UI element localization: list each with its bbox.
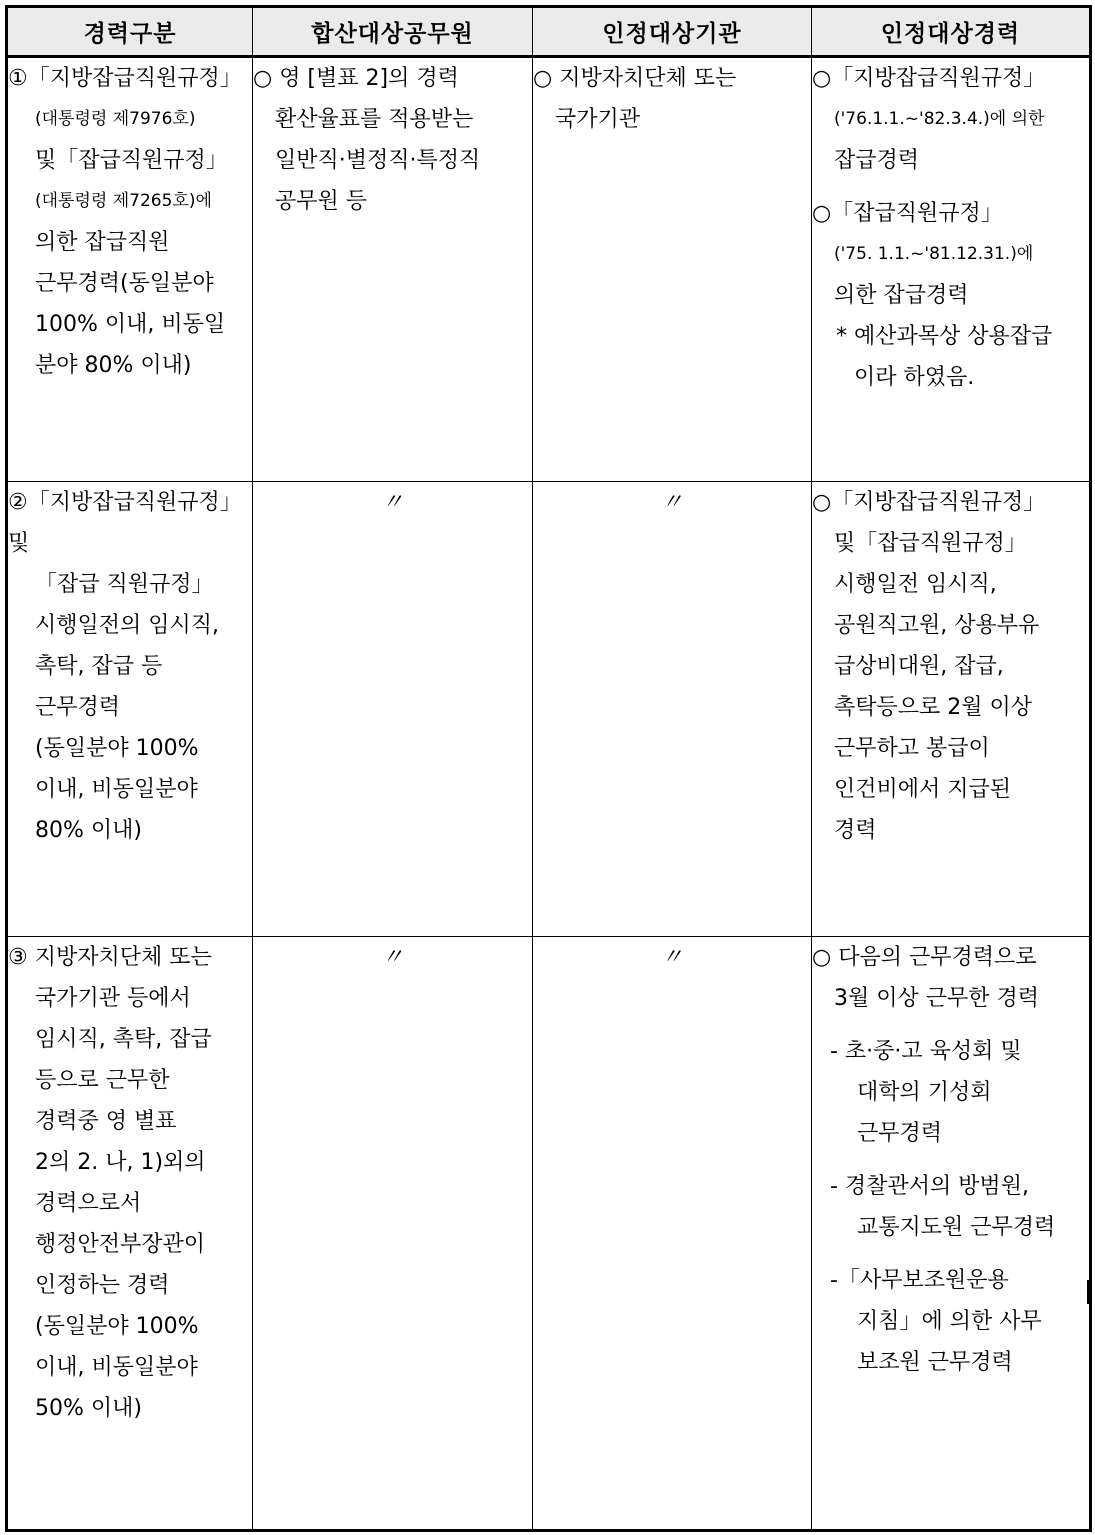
- row2-career-line: 촉탁등으로 2월 이상: [834, 695, 1032, 720]
- row2-career-line: 경력: [834, 818, 877, 843]
- row1-officials-cell: [253, 57, 533, 482]
- row3-category-line: 2의 2. 나, 1)외의: [35, 1150, 206, 1175]
- row3-institution-ditto: 〃: [533, 937, 812, 1531]
- row1-officials-line: 일반직·별정직·특정직: [275, 148, 481, 173]
- row3-category-line: 경력으로서: [35, 1191, 142, 1216]
- row3-category-line: 경력중 영 별표: [35, 1109, 177, 1134]
- row3-officials-ditto: 〃: [253, 937, 533, 1531]
- row3-career-item: - 초·중·고 육성회 및: [830, 1039, 1022, 1064]
- row2-category-line: 근무경력: [35, 695, 121, 720]
- header-recognized-institution: 인정대상기관: [533, 7, 812, 57]
- header-recognized-career: 인정대상경력: [812, 7, 1091, 57]
- row2-category-line: (동일분야 100%: [35, 736, 199, 761]
- row1-career-note: * 예산과목상 상용잡급: [836, 324, 1053, 349]
- row3-category-line: 등으로 근무한: [35, 1068, 170, 1093]
- row2-category-line: 촉탁, 잡급 등: [35, 654, 163, 679]
- row2-career-line: 근무하고 봉급이: [834, 736, 990, 761]
- row3-career-item: 근무경력: [857, 1121, 943, 1146]
- row1-category-line: 의한 잡급직원: [35, 230, 170, 255]
- row1-career-line: 잡급경력: [834, 148, 920, 173]
- row3-category-line: ③ 지방자치단체 또는: [8, 945, 212, 970]
- row1-institution-line: 국가기관: [555, 107, 641, 132]
- row1-officials-line: ○ 영 [별표 2]의 경력: [253, 66, 459, 91]
- row3-career-item: 교통지도원 근무경력: [857, 1215, 1056, 1240]
- row3-career-item: 지침」에 의한 사무: [857, 1309, 1042, 1334]
- row1-career-line: 의한 잡급경력: [834, 283, 969, 308]
- row2-career-cell: [812, 482, 1091, 937]
- row3-category-line: 50% 이내): [35, 1396, 142, 1421]
- table-row: [7, 937, 1091, 1531]
- row1-institution-cell: [533, 57, 812, 482]
- row1-category-line: 근무경력(동일분야: [35, 271, 214, 296]
- table-row: [7, 482, 1091, 937]
- row3-category-cell: [7, 937, 253, 1531]
- header-row: [7, 7, 1091, 57]
- row1-category-line: ①「지방잡급직원규정」: [8, 66, 242, 91]
- row3-category-line: 국가기관 등에서: [35, 986, 191, 1011]
- row2-category-line: 80% 이내): [35, 818, 142, 843]
- row1-career-line: ○「지방잡급직원규정」: [812, 66, 1046, 91]
- row2-category-cell: [7, 482, 253, 937]
- row1-career-line: ('76.1.1.~'82.3.4.)에 의한: [834, 109, 1045, 129]
- edge-mark: [1087, 1280, 1089, 1304]
- career-recognition-table: [5, 5, 1092, 1532]
- row2-institution-ditto: 〃: [533, 482, 812, 937]
- header-eligible-officials: 합산대상공무원: [253, 7, 533, 57]
- row1-officials-line: 공무원 등: [275, 189, 368, 214]
- row1-career-note: 이라 하였음.: [854, 365, 975, 390]
- row1-institution-line: ○ 지방자치단체 또는: [533, 66, 737, 91]
- row1-category-line: 분야 80% 이내): [35, 353, 192, 378]
- row2-category-line: 「잡급 직원규정」: [35, 572, 214, 597]
- row3-career-item: - 경찰관서의 방범원,: [830, 1174, 1029, 1199]
- row1-category-line: (대통령령 제7265호)에: [35, 191, 212, 211]
- row3-career-line: ○ 다음의 근무경력으로: [812, 945, 1037, 970]
- row3-career-item: 보조원 근무경력: [857, 1350, 1013, 1375]
- row2-career-line: 급상비대원, 잡급,: [834, 654, 1004, 679]
- row2-career-line: 및「잡급직원규정」: [834, 531, 1027, 556]
- header-career-category: 경력구분: [7, 7, 253, 57]
- row3-category-line: 임시직, 촉탁, 잡급: [35, 1027, 212, 1052]
- row2-category-line: 시행일전의 임시직,: [35, 613, 220, 638]
- row3-category-line: (동일분야 100%: [35, 1314, 199, 1339]
- row3-career-item: -「사무보조원운용: [830, 1268, 1009, 1293]
- row1-category-line: (대통령령 제7976호): [35, 109, 196, 129]
- row3-category-line: 행정안전부장관이: [35, 1232, 206, 1257]
- row2-career-line: 시행일전 임시직,: [834, 572, 997, 597]
- row1-category-line: 및「잡급직원규정」: [35, 148, 228, 173]
- table-row: [7, 57, 1091, 482]
- row1-officials-line: 환산율표를 적용받는: [275, 107, 474, 132]
- row1-category-cell: [7, 57, 253, 482]
- row2-career-line: ○「지방잡급직원규정」: [812, 490, 1046, 515]
- row3-category-line: 인정하는 경력: [35, 1273, 170, 1298]
- row3-category-line: 이내, 비동일분야: [35, 1355, 198, 1380]
- row2-category-line: 이내, 비동일분야: [35, 777, 198, 802]
- row2-category-line: ②「지방잡급직원규정」및: [8, 490, 242, 556]
- row1-category-line: 100% 이내, 비동일: [35, 312, 226, 337]
- row1-career-cell: [812, 57, 1091, 482]
- row3-career-item: 대학의 기성회: [857, 1080, 992, 1105]
- row3-career-cell: [812, 937, 1091, 1531]
- row2-officials-ditto: 〃: [253, 482, 533, 937]
- row2-career-line: 인건비에서 지급된: [834, 777, 1012, 802]
- row2-career-line: 공원직고원, 상용부유: [834, 613, 1040, 638]
- row1-career-line: ○「잡급직원규정」: [812, 201, 1003, 226]
- row3-career-line: 3월 이상 근무한 경력: [834, 986, 1039, 1011]
- row1-career-line: ('75. 1.1.~'81.12.31.)에: [834, 244, 1034, 264]
